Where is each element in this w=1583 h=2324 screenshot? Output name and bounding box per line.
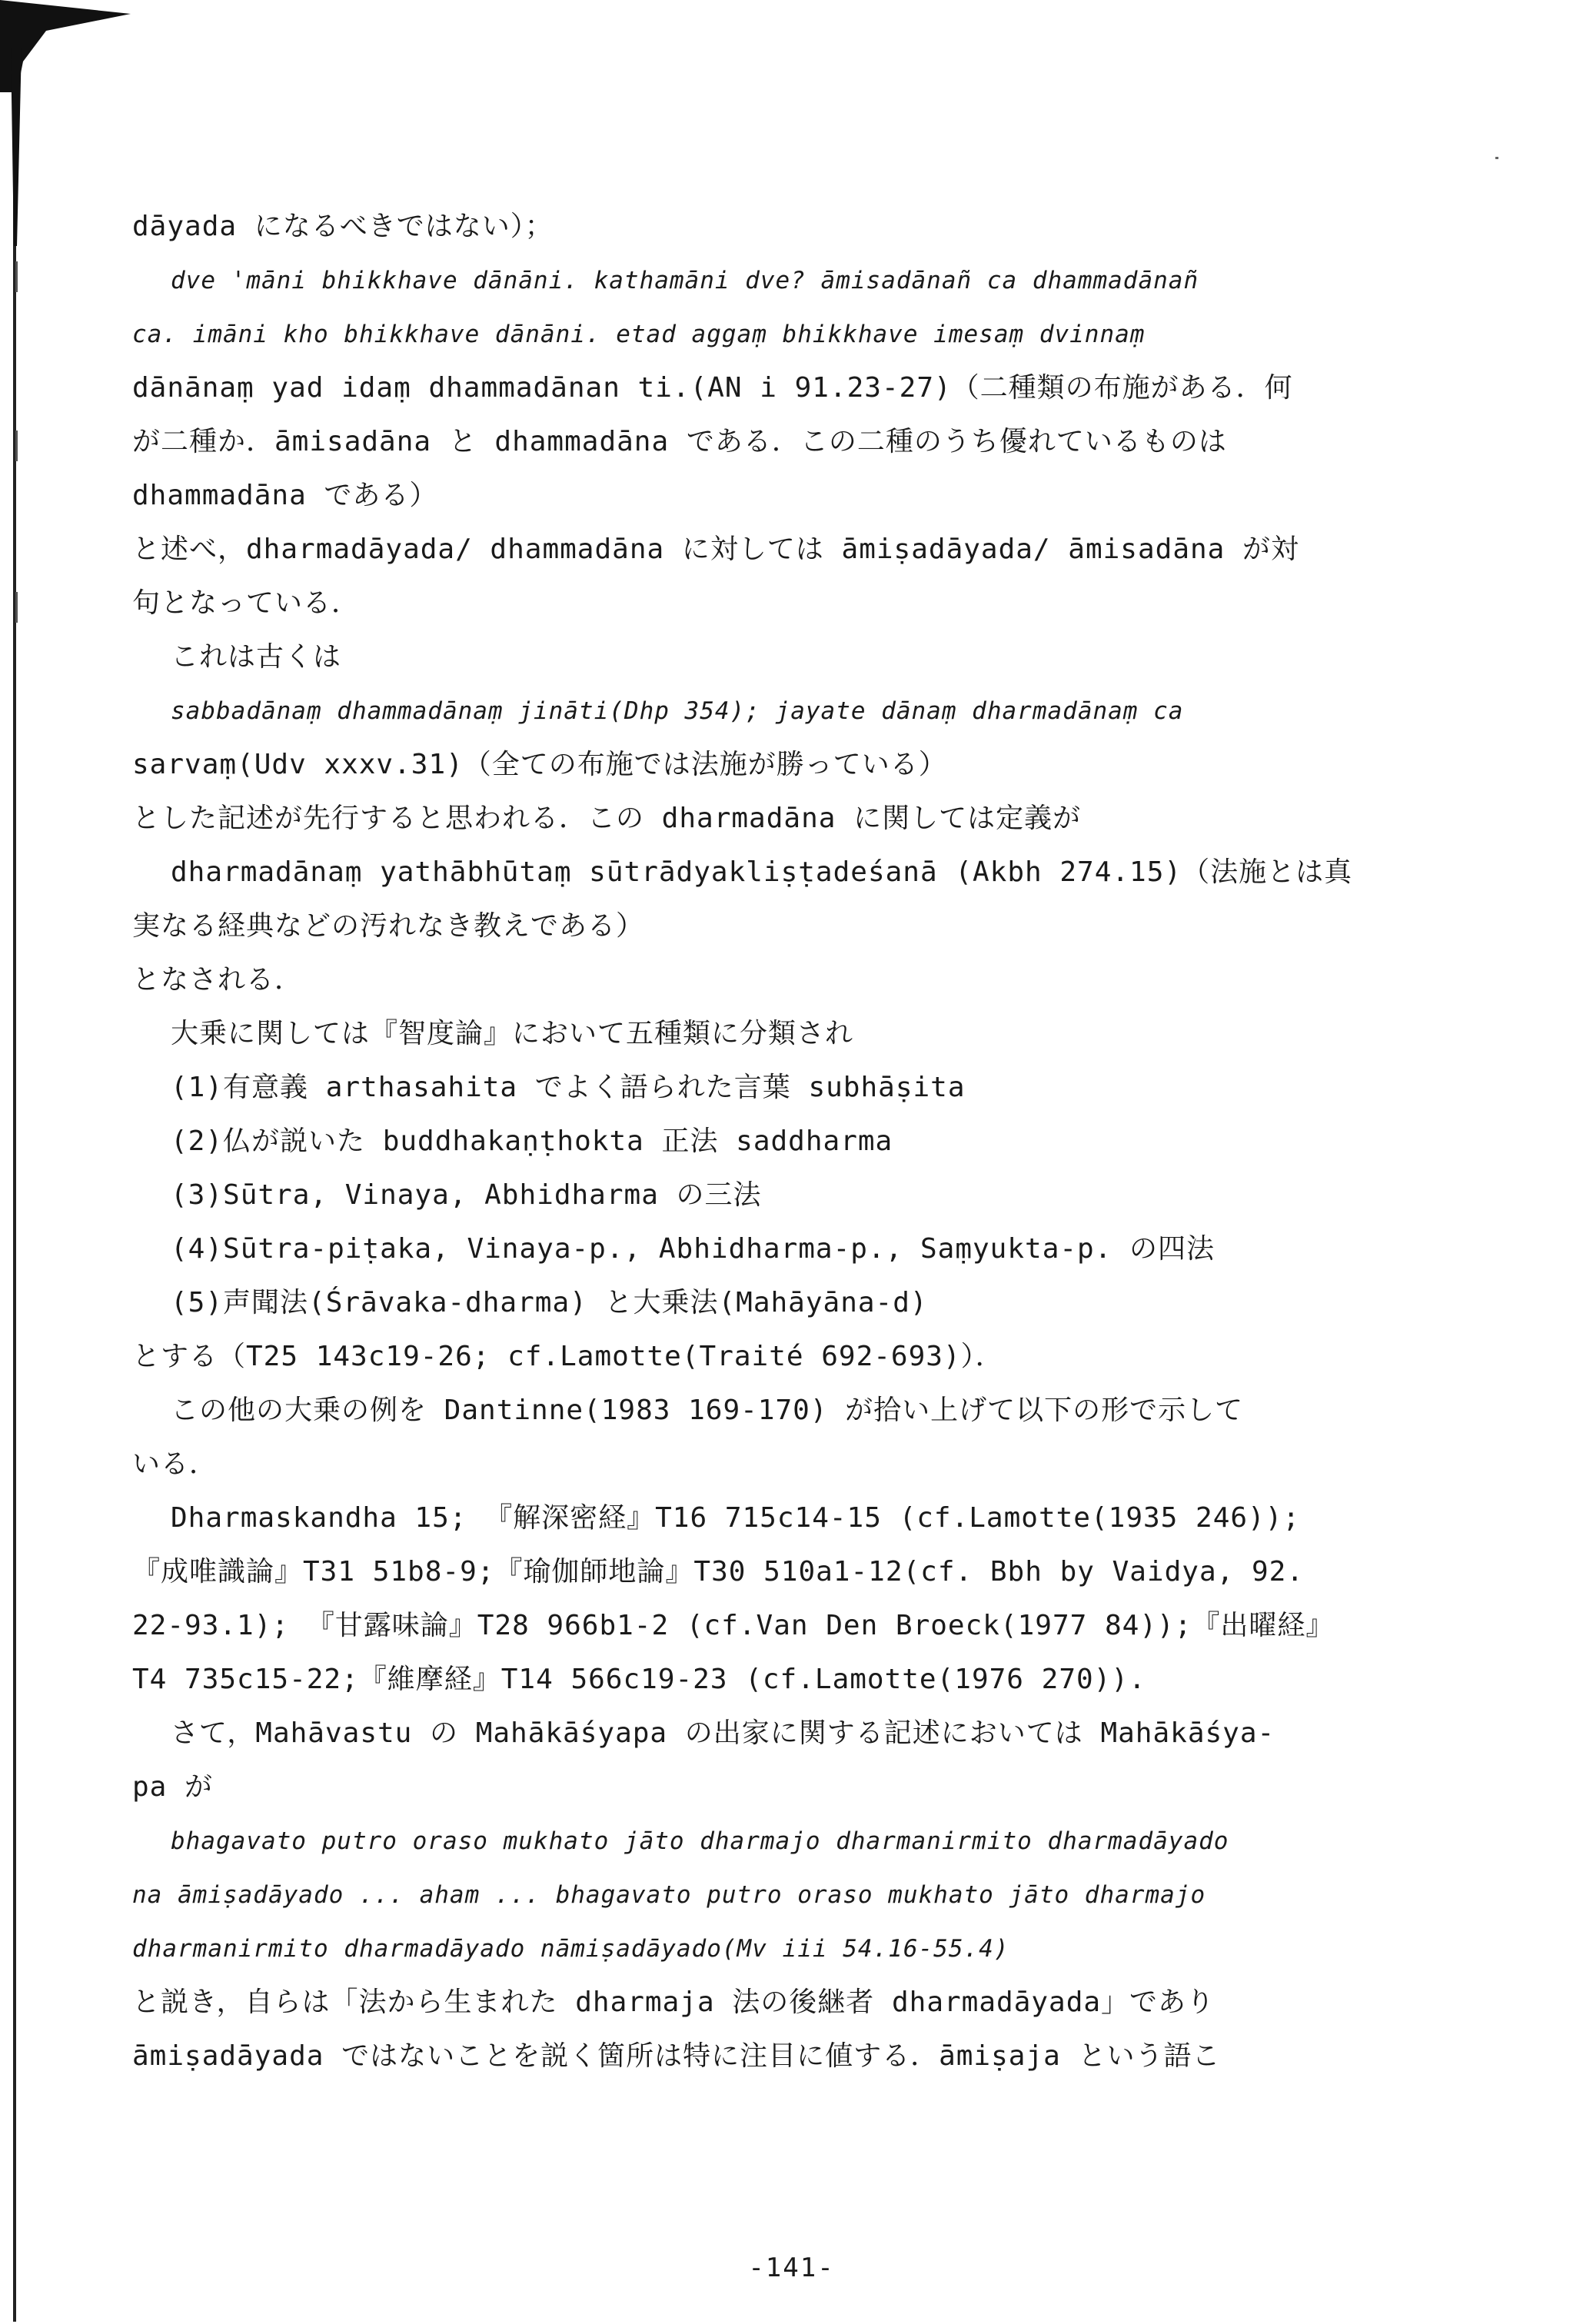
text-line: Dharmaskandha 15; 『解深密経』T16 715c14-15 (cf.Lamotte(1935 246)); (171, 1502, 1301, 1534)
text-line: āmiṣadāyada ではないことを説く箇所は特に注目に値する．āmiṣaja という語こ (132, 2040, 1221, 2072)
text-line: T4 735c15-22;『維摩経』T14 566c19-23 (cf.Lamotte(1976 270)). (132, 1664, 1146, 1695)
scan-tick (15, 592, 18, 623)
text-line: 『成唯識論』T31 51b8-9;『瑜伽師地論』T30 510a1-12(cf. Bbh by Vaidya, 92. (132, 1556, 1304, 1588)
text-line: bhagavato putro oraso mukhato jāto dharmajo dharmanirmito dharmadāyado (171, 1827, 1229, 1855)
text-line: と述べ，dharmadāyada/ dhammadāna に対しては āmiṣadāyada/ āmisadāna が対 (132, 534, 1300, 565)
text-line: いる． (132, 1448, 218, 1480)
document-body (132, 200, 1353, 2083)
text-line: となされる． (132, 964, 304, 996)
list-item: (3)Sūtra, Vinaya, Abhidharma の三法 (171, 1179, 762, 1211)
scan-tick (15, 261, 18, 292)
text-line: sarvaṃ(Udv xxxv.31)（全ての布施では法施が勝っている） (132, 749, 947, 780)
scan-binding-edge (11, 46, 22, 2322)
text-line: と説き，自らは「法から生まれた dharmaja 法の後継者 dharmadāyada」であり (132, 1987, 1216, 2018)
text-line: na āmiṣadāyado ... aham ... bhagavato putro oraso mukhato jāto dharmajo (132, 1881, 1206, 1909)
text-line: が二種か．āmisadāna と dhammadāna である．この二種のうち優れているものは (132, 426, 1227, 457)
text-line: ca. imāni kho bhikkhave dānāni. etad aggaṃ bhikkhave imesaṃ dvinnaṃ (132, 321, 1146, 348)
text-line: dhammadāna である） (132, 480, 438, 511)
scan-tick (15, 431, 18, 461)
text-line: dānānaṃ yad idaṃ dhammadānan ti.(AN i 91.23-27)（二種類の布施がある．何 (132, 372, 1293, 404)
text-line: dve 'māni bhikkhave dānāni. kathamāni dve? āmisadānañ ca dhammadānañ (171, 267, 1199, 294)
list-item: (2)仏が説いた buddhakaṇṭhokta 正法 saddharma (171, 1125, 893, 1157)
list-item: (5)声聞法(Śrāvaka-dharma) と大乗法(Mahāyāna-d) (171, 1287, 928, 1318)
text-line: この他の大乗の例を Dantinne(1983 169-170) が拾い上げて以下の形で示して (171, 1395, 1244, 1426)
text-line: sabbadānaṃ dhammadānaṃ jināti(Dhp 354); jayate dānaṃ dharmadānaṃ ca (171, 697, 1184, 725)
text-line: とする（T25 143c19-26; cf.Lamotte(Traité 692-693)）． (132, 1341, 1004, 1372)
text-line: dāyada になるべきではない）； (132, 211, 554, 242)
text-line: とした記述が先行すると思われる．この dharmadāna に関しては定義が (132, 803, 1082, 834)
text-line: 大乗に関しては『智度論』において五種類に分類され (171, 1018, 854, 1049)
page-number: -141- (748, 2253, 835, 2283)
list-item: (1)有意義 arthasahita でよく語られた言葉 subhāṣita (171, 1072, 966, 1103)
text-line: さて，Mahāvastu の Mahākāśyapa の出家に関する記述においては Mahākāśya- (171, 1717, 1275, 1749)
text-line: pa が (132, 1771, 214, 1803)
text-line: これは古くは (171, 641, 342, 673)
text-line: 22-93.1); 『甘露味論』T28 966b1-2 (cf.Van Den Broeck(1977 84));『出曜経』 (132, 1610, 1335, 1641)
scan-speck (1495, 157, 1498, 159)
text-line: dharmadānaṃ yathābhūtaṃ sūtrādyakliṣṭadeśanā (Akbh 274.15)（法施とは真 (171, 856, 1353, 888)
list-item: (4)Sūtra-piṭaka, Vinaya-p., Abhidharma-p., Saṃyukta-p. の四法 (171, 1233, 1216, 1265)
text-line: 実なる経典などの汚れなき教えである） (132, 910, 645, 942)
text-line: dharmanirmito dharmadāyado nāmiṣadāyado(Mv iii 54.16-55.4) (132, 1935, 1009, 1963)
text-line: 句となっている． (132, 587, 361, 619)
